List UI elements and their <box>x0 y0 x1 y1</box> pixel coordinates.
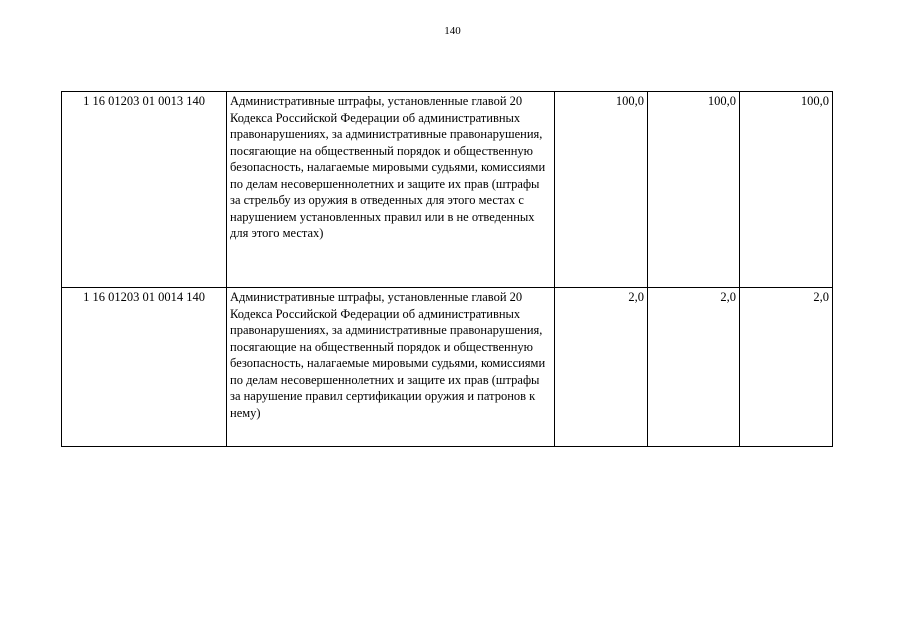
amount-year-2-cell: 100,0 <box>648 92 740 288</box>
amount-year-1-cell: 2,0 <box>555 288 648 447</box>
description-cell: Административные штрафы, установленные главой 20 Кодекса Российской Федерации об административных правонарушениях, за административные правонарушения, посягающие на общественный порядок и общественную безопасность, налагаемые мировыми судьями, комиссиями по делам несовершеннолетних и защите их прав (штрафы за нарушение правил сертификации оружия и патронов к нему) <box>227 288 555 447</box>
amount-year-2-cell: 2,0 <box>648 288 740 447</box>
budget-code-cell: 1 16 01203 01 0013 140 <box>62 92 227 288</box>
table-row <box>62 92 833 288</box>
amount-year-3-cell: 2,0 <box>740 288 833 447</box>
table-row <box>62 288 833 447</box>
budget-table <box>61 91 833 447</box>
budget-code-cell: 1 16 01203 01 0014 140 <box>62 288 227 447</box>
page-number: 140 <box>444 25 461 37</box>
amount-year-1-cell: 100,0 <box>555 92 648 288</box>
description-cell: Административные штрафы, установленные главой 20 Кодекса Российской Федерации об административных правонарушениях, за административные правонарушения, посягающие на общественный порядок и общественную безопасность, налагаемые мировыми судьями, комиссиями по делам несовершеннолетних и защите их прав (штрафы за стрельбу из оружия в отведенных для этого местах с нарушением установленных правил или в не отведенных для этого местах) <box>227 92 555 288</box>
amount-year-3-cell: 100,0 <box>740 92 833 288</box>
